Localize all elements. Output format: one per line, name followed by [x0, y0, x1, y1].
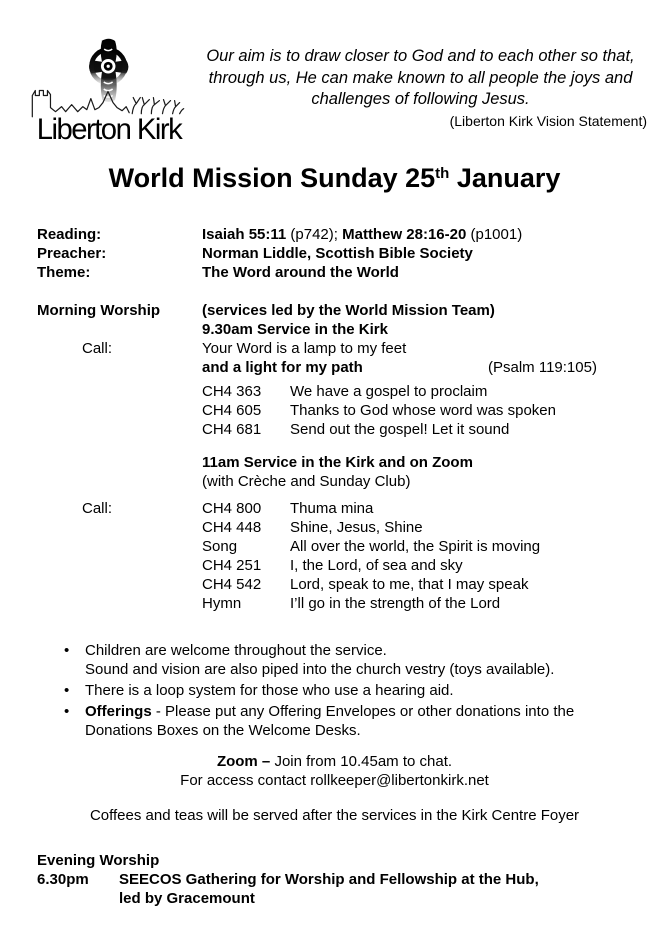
service-11-subheading-row: [37, 472, 645, 491]
hymn-number: Hymn: [202, 595, 242, 612]
page-title-month: January: [449, 163, 561, 193]
service-11-heading-row: [37, 453, 645, 472]
zoom-info-block: [0, 752, 669, 790]
hymn-number: CH4 800: [202, 500, 262, 517]
zoom-join-line: [0, 752, 669, 771]
evening-worship-desc: [119, 870, 539, 908]
hymn-title: Lord, speak to me, that I may speak: [290, 576, 529, 593]
liberton-kirk-logo-graphic: [28, 36, 190, 147]
hymn-row: [37, 594, 645, 613]
notice-loop-system: [63, 681, 638, 700]
reading-page-1: (p742);: [286, 226, 343, 243]
header: [28, 36, 651, 146]
service-930-call-line-2-wrap: [202, 358, 645, 377]
zoom-access-line: For access contact rollkeeper@libertonkirk.net: [180, 772, 489, 789]
notice-offerings-bold: Offerings: [85, 703, 152, 720]
notice-offerings-rest: - Please put any Offering Envelopes or other donations into the Donations Boxes on the Welcome Desks.: [85, 703, 575, 739]
morning-worship-led-by: (services led by the World Mission Team): [202, 302, 495, 319]
vision-statement-credit: (Liberton Kirk Vision Statement): [449, 112, 647, 129]
logo-wordmark: Liberton Kirk: [36, 113, 182, 146]
page-title: [0, 162, 669, 199]
reading-page-2: (p1001): [466, 226, 523, 243]
service-930-call-line-1: Your Word is a lamp to my feet: [202, 340, 407, 357]
preacher-value: Norman Liddle, Scottish Bible Society: [202, 245, 473, 262]
notice-offerings: [63, 702, 638, 740]
hymn-title: Thuma mina: [290, 500, 374, 517]
evening-worship-row: [37, 870, 645, 908]
notice-line: There is a loop system for those who use a hearing aid.: [85, 682, 454, 699]
service-11-subheading: (with Crèche and Sunday Club): [202, 473, 411, 490]
liberton-kirk-logo: [28, 36, 190, 146]
service-930-heading-row: [37, 320, 645, 339]
hymn-number: Song: [202, 538, 238, 555]
hymn-row: [37, 518, 645, 537]
hymn-row: [37, 556, 645, 575]
evening-worship-section: [37, 851, 645, 908]
hymn-row: [37, 420, 645, 439]
hymn-number: CH4 542: [202, 576, 262, 593]
hymn-row: [37, 499, 645, 518]
hymn-number: CH4 363: [202, 383, 262, 400]
hymn-title: Thanks to God whose word was spoken: [290, 402, 556, 419]
service-930-call-row-1: [37, 339, 645, 358]
evening-worship-label: Evening Worship: [37, 852, 160, 869]
hymn-row: [37, 575, 645, 594]
hymn-number: CH4 681: [202, 421, 262, 438]
hymn-row: [37, 401, 645, 420]
service-details: [37, 225, 645, 613]
service-930-heading: 9.30am Service in the Kirk: [202, 321, 388, 338]
service-930-call-row-2: [37, 358, 645, 377]
hymn-number: CH4 605: [202, 402, 262, 419]
evening-worship-desc-line: SEECOS Gathering for Worship and Fellowship at the Hub,: [119, 871, 539, 888]
notice-children: [63, 641, 638, 679]
service-11-call-label: Call:: [82, 500, 113, 517]
service-930-call-label: Call:: [82, 340, 113, 357]
service-11-heading: 11am Service in the Kirk and on Zoom: [202, 454, 473, 471]
vision-statement-block: [190, 36, 651, 146]
hymn-number: CH4 251: [202, 557, 262, 574]
page-title-ordinal-suffix: th: [435, 165, 450, 182]
zoom-join-bold: Zoom –: [216, 753, 271, 770]
reading-label: Reading:: [37, 226, 102, 243]
theme-row: [37, 263, 645, 282]
zoom-join-rest: Join from 10.45am to chat.: [270, 753, 453, 770]
evening-worship-time: 6.30pm: [37, 871, 89, 888]
hymn-row: [37, 537, 645, 556]
coffee-line: Coffees and teas will be served after the services in the Kirk Centre Foyer: [89, 807, 580, 824]
theme-label: Theme:: [37, 264, 91, 281]
preacher-row: [37, 244, 645, 263]
morning-worship-label: Morning Worship: [37, 302, 161, 319]
reading-ref-1: Isaiah 55:11: [202, 226, 287, 243]
hymn-title: I’ll go in the strength of the Lord: [290, 595, 501, 612]
vision-statement-text: Our aim is to draw closer to God and to each other so that, through us, He can make known to all people the joys and challenges of following Jesus.: [206, 47, 635, 108]
hymn-title: Send out the gospel! Let it sound: [290, 421, 510, 438]
hymn-number: CH4 448: [202, 519, 262, 536]
hymn-title: Shine, Jesus, Shine: [290, 519, 423, 536]
preacher-label: Preacher:: [37, 245, 107, 262]
notice-line: Sound and vision are also piped into the church vestry (toys available).: [85, 661, 555, 678]
notices-list: [63, 641, 638, 740]
evening-worship-desc-line: led by Gracemount: [119, 890, 255, 907]
reading-value: [202, 225, 645, 244]
reading-ref-2: Matthew 28:16-20: [342, 226, 467, 243]
service-930-call-scripture-ref: (Psalm 119:105): [488, 359, 597, 376]
notice-line: • Children are welcome throughout the service.: [85, 642, 387, 659]
service-930-call-line-2: and a light for my path: [202, 359, 363, 376]
hymn-title: All over the world, the Spirit is moving: [290, 538, 541, 555]
hymn-title: I, the Lord, of sea and sky: [290, 557, 463, 574]
hymn-row: [37, 382, 645, 401]
hymn-title: We have a gospel to proclaim: [290, 383, 488, 400]
reading-row: [37, 225, 645, 244]
theme-value: The Word around the World: [202, 264, 399, 281]
page-title-text: World Mission Sunday 25: [108, 163, 436, 193]
morning-worship-row: [37, 301, 645, 320]
